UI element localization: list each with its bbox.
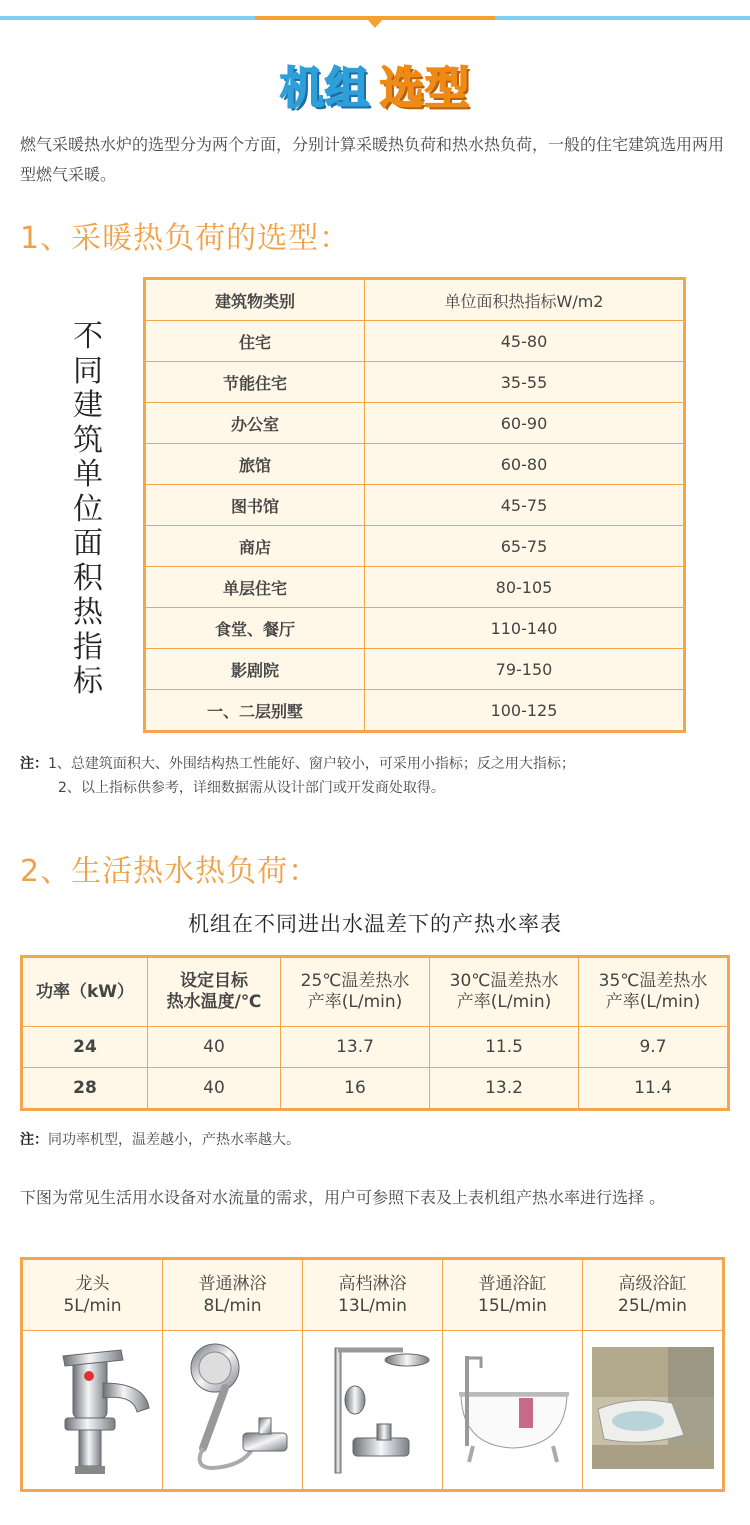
device-flow: 5L/min: [63, 1296, 122, 1316]
table-row: [145, 608, 685, 649]
table-row: [22, 1027, 729, 1068]
rate-30-cell: 13.2: [430, 1068, 579, 1110]
title-part2: 选型: [380, 63, 470, 114]
note-text: 同功率机型，温差越小，产热水率越大。: [48, 1132, 300, 1148]
section1-heading: 1、采暖热负荷的选型：: [20, 221, 351, 256]
note-prefix: 注：: [20, 1132, 48, 1148]
device-name: 高档淋浴: [338, 1274, 407, 1294]
intro-text: 燃气采暖热水炉的选型分为两个方面，分别计算采暖热负荷和热水热负荷，一般的住宅建筑选用两用型燃气采暖。: [20, 135, 725, 184]
table-row: [145, 567, 685, 608]
rate-25-cell: 16: [281, 1068, 430, 1110]
device-image-cell: [163, 1331, 303, 1491]
building-type: 单层住宅: [145, 567, 365, 608]
header-text: 25℃温差热水: [300, 971, 410, 991]
luxury-bathtub-icon: [592, 1347, 714, 1469]
table-row: [145, 526, 685, 567]
header-cell: 建筑物类别: [145, 279, 365, 321]
building-type: 商店: [145, 526, 365, 567]
device-cell: [443, 1259, 583, 1331]
section2-note: [20, 1128, 300, 1152]
device-cell: [303, 1259, 443, 1331]
note-prefix: 注：: [20, 756, 48, 772]
table-row: [145, 690, 685, 732]
heat-index: 80-105: [365, 567, 685, 608]
device-name: 高级浴缸: [618, 1274, 687, 1294]
table-row: [145, 649, 685, 690]
down-arrow-icon: [367, 19, 383, 28]
heat-index: 65-75: [365, 526, 685, 567]
header-text: 35℃温差热水: [598, 971, 708, 991]
table-header-row: [145, 279, 685, 321]
device-image-cell: [22, 1331, 163, 1491]
heat-index: 45-75: [365, 485, 685, 526]
note-line2: 2、以上指标供参考，详细数据需从设计部门或开发商处取得。: [58, 780, 445, 796]
building-type: 图书馆: [145, 485, 365, 526]
section2-heading: 2、生活热水热负荷：: [20, 854, 320, 889]
device-cell: [22, 1259, 163, 1331]
target-temp-cell: 40: [148, 1068, 281, 1110]
header-text: 产率(L/min): [605, 992, 701, 1012]
rain-shower-icon: [313, 1338, 433, 1478]
hand-shower-icon: [173, 1338, 293, 1478]
faucet-icon: [33, 1338, 153, 1478]
bathtub-icon: [453, 1338, 573, 1478]
device-name: 龙头: [75, 1274, 110, 1294]
device-flow-table: [20, 1257, 725, 1492]
device-paragraph: 下图为常见生活用水设备对水流量的需求，用户可参照下表及上表机组产热水率进行选择 。: [20, 1188, 666, 1207]
heat-index-table: [143, 277, 686, 733]
heat-index: 100-125: [365, 690, 685, 732]
target-temp-cell: 40: [148, 1027, 281, 1068]
title-part1: 机组: [280, 63, 370, 114]
device-image-cell: [443, 1331, 583, 1491]
building-type: 节能住宅: [145, 362, 365, 403]
table-row: [145, 485, 685, 526]
building-type: 食堂、餐厅: [145, 608, 365, 649]
section1-note: [20, 752, 575, 800]
building-type: 一、二层别墅: [145, 690, 365, 732]
device-flow: 8L/min: [203, 1296, 262, 1316]
header-cell: [430, 957, 579, 1027]
power-cell: 28: [22, 1068, 148, 1110]
device-name: 普通淋浴: [198, 1274, 267, 1294]
device-image-cell: [303, 1331, 443, 1491]
rate-35-cell: 9.7: [579, 1027, 729, 1068]
header-cell: [148, 957, 281, 1027]
hot-water-rate-table: [20, 955, 730, 1111]
heat-index: 35-55: [365, 362, 685, 403]
device-image-cell: [583, 1331, 724, 1491]
device-flow: 13L/min: [338, 1296, 407, 1316]
header-text: 热水温度/℃: [166, 992, 262, 1012]
building-type: 住宅: [145, 321, 365, 362]
table-row: [22, 1068, 729, 1110]
header-cell: [281, 957, 430, 1027]
building-type: 旅馆: [145, 444, 365, 485]
table-row: [145, 444, 685, 485]
rate-30-cell: 11.5: [430, 1027, 579, 1068]
device-flow: 25L/min: [618, 1296, 687, 1316]
heat-index: 79-150: [365, 649, 685, 690]
header-cell: [22, 957, 148, 1027]
rate-35-cell: 11.4: [579, 1068, 729, 1110]
power-cell: 24: [22, 1027, 148, 1068]
table-row: [145, 362, 685, 403]
device-name: 普通浴缸: [478, 1274, 547, 1294]
heat-index: 110-140: [365, 608, 685, 649]
table-header-row: [22, 957, 729, 1027]
header-text: 产率(L/min): [307, 992, 403, 1012]
page-title: [0, 52, 750, 116]
table-row: [145, 321, 685, 362]
header-text: 产率(L/min): [456, 992, 552, 1012]
device-header-row: [22, 1259, 724, 1331]
header-cell: [579, 957, 729, 1027]
heat-index: 45-80: [365, 321, 685, 362]
device-image-row: [22, 1331, 724, 1491]
header-text: 30℃温差热水: [449, 971, 559, 991]
heat-index: 60-80: [365, 444, 685, 485]
hot-water-table-title: 机组在不同进出水温差下的产热水率表: [188, 912, 562, 936]
table-row: [145, 403, 685, 444]
side-label: 不同建筑单位面积热指标: [73, 319, 103, 699]
header-cell: 单位面积热指标W/m2: [365, 279, 685, 321]
building-type: 办公室: [145, 403, 365, 444]
header-text: 设定目标: [180, 971, 248, 991]
header-text: 功率（kW）: [35, 981, 135, 1002]
device-cell: [163, 1259, 303, 1331]
building-type: 影剧院: [145, 649, 365, 690]
device-cell: [583, 1259, 724, 1331]
heat-index: 60-90: [365, 403, 685, 444]
rate-25-cell: 13.7: [281, 1027, 430, 1068]
device-flow: 15L/min: [478, 1296, 547, 1316]
note-line1: 1、总建筑面积大、外围结构热工性能好、窗户较小，可采用小指标；反之用大指标；: [48, 756, 575, 772]
